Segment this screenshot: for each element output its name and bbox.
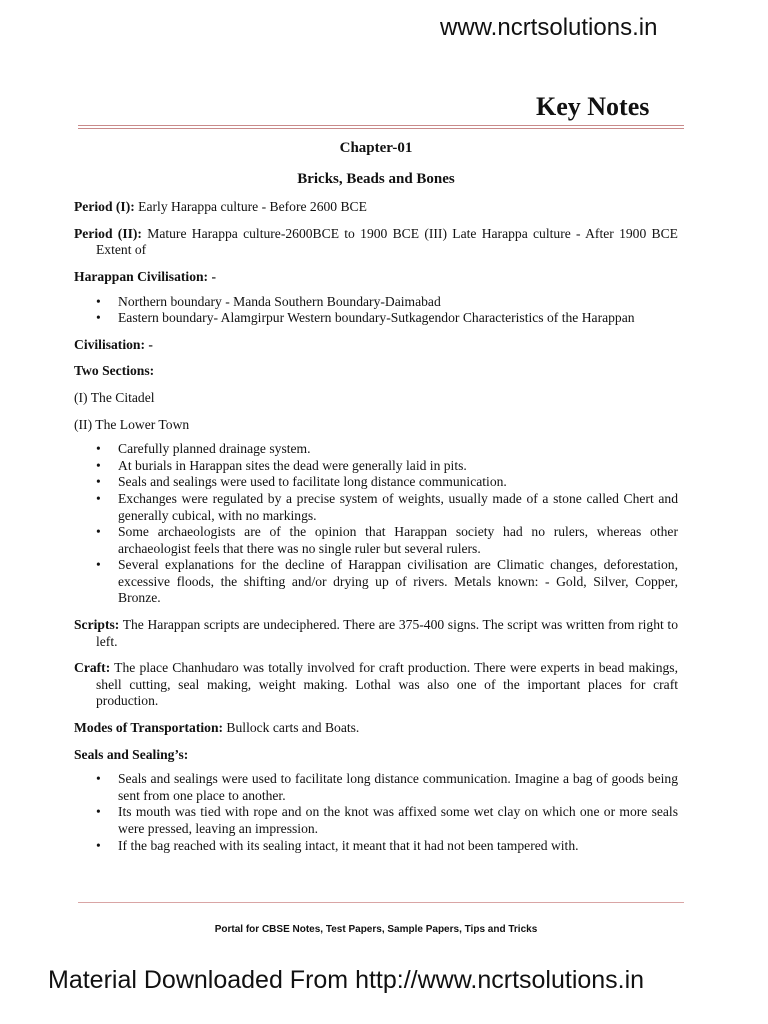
- town-list: [74, 441, 678, 607]
- craft-text: The place Chanhudaro was totally involved for craft production. There were experts in bead makings, shell cutting, seal making, weight making. Lothal was also one of the important places for craft production.: [96, 660, 678, 709]
- section-lower-town: (II) The Lower Town: [74, 416, 190, 432]
- scripts-paragraph: [74, 617, 678, 650]
- key-notes-heading: Key Notes: [536, 92, 650, 121]
- period2-paragraph: [74, 226, 678, 259]
- harappan-heading: Harappan Civilisation: -: [74, 268, 216, 284]
- site-url-header: www.ncrtsolutions.in: [440, 14, 658, 41]
- list-item: • Seals and sealings were used to facilitate long distance communication.: [74, 474, 678, 491]
- transport-text: Bullock carts and Boats.: [223, 720, 360, 736]
- chapter-label: Chapter-01: [339, 140, 413, 156]
- scripts-label: Scripts:: [74, 617, 120, 633]
- scripts-text: The Harappan scripts are undeciphered. There are 375-400 signs. The script was written from right to left.: [96, 617, 678, 649]
- period1-paragraph: [74, 199, 678, 216]
- chapter-title: Bricks, Beads and Bones: [297, 170, 455, 187]
- period2-label: Period (II):: [74, 225, 142, 241]
- craft-paragraph: [74, 660, 678, 710]
- list-item: • At burials in Harappan sites the dead were generally laid in pits.: [74, 458, 678, 475]
- list-item: • Seals and sealings were used to facilitate long distance communication. Imagine a bag of goods being sent from one place to another.: [74, 771, 678, 804]
- boundary-list: [74, 294, 678, 327]
- period1-label: Period (I):: [74, 199, 135, 215]
- portal-footer-note: Portal for CBSE Notes, Test Papers, Sample Papers, Tips and Tricks: [214, 924, 538, 935]
- seals-list: [74, 771, 678, 854]
- document-body: [74, 140, 678, 854]
- list-item: • Carefully planned drainage system.: [74, 441, 678, 458]
- two-sections-heading: Two Sections:: [74, 363, 155, 379]
- period1-text: Early Harappa culture - Before 2600 BCE: [134, 199, 367, 215]
- footer-divider: [78, 902, 684, 903]
- list-item: • Northern boundary - Manda Southern Boundary-Daimabad: [74, 294, 678, 311]
- list-item: • Several explanations for the decline of Harappan civilisation are Climatic changes, deforestation, excessive floods, the shifting and/or drying up of rivers. Metals known: - Gold, Silver, Copper, Bronze.: [74, 557, 678, 607]
- list-item: • Some archaeologists are of the opinion that Harappan society had no rulers, whereas other archaeologist feels that there was no single ruler but several rulers.: [74, 524, 678, 557]
- section-citadel: (I) The Citadel: [74, 389, 155, 405]
- list-item: • If the bag reached with its sealing intact, it meant that it had not been tampered with.: [74, 838, 678, 855]
- transport-paragraph: [74, 720, 678, 737]
- craft-label: Craft:: [74, 660, 111, 676]
- period2-text: Mature Harappa culture-2600BCE to 1900 BCE (III) Late Harappa culture - After 1900 BCE Extent of: [96, 225, 678, 258]
- transport-label: Modes of Transportation:: [74, 720, 224, 736]
- seals-heading: Seals and Sealing’s:: [74, 746, 189, 762]
- civilisation-heading: Civilisation: -: [74, 336, 153, 352]
- header-divider: [78, 125, 684, 129]
- list-item: • Eastern boundary- Alamgirpur Western boundary-Sutkagendor Characteristics of the Harappan: [74, 310, 678, 327]
- material-downloaded-banner: Material Downloaded From http://www.ncrtsolutions.in: [48, 966, 645, 994]
- list-item: • Its mouth was tied with rope and on the knot was affixed some wet clay on which one or more seals were pressed, leaving an impression.: [74, 804, 678, 837]
- list-item: • Exchanges were regulated by a precise system of weights, usually made of a stone called Chert and generally cubical, with no markings.: [74, 491, 678, 524]
